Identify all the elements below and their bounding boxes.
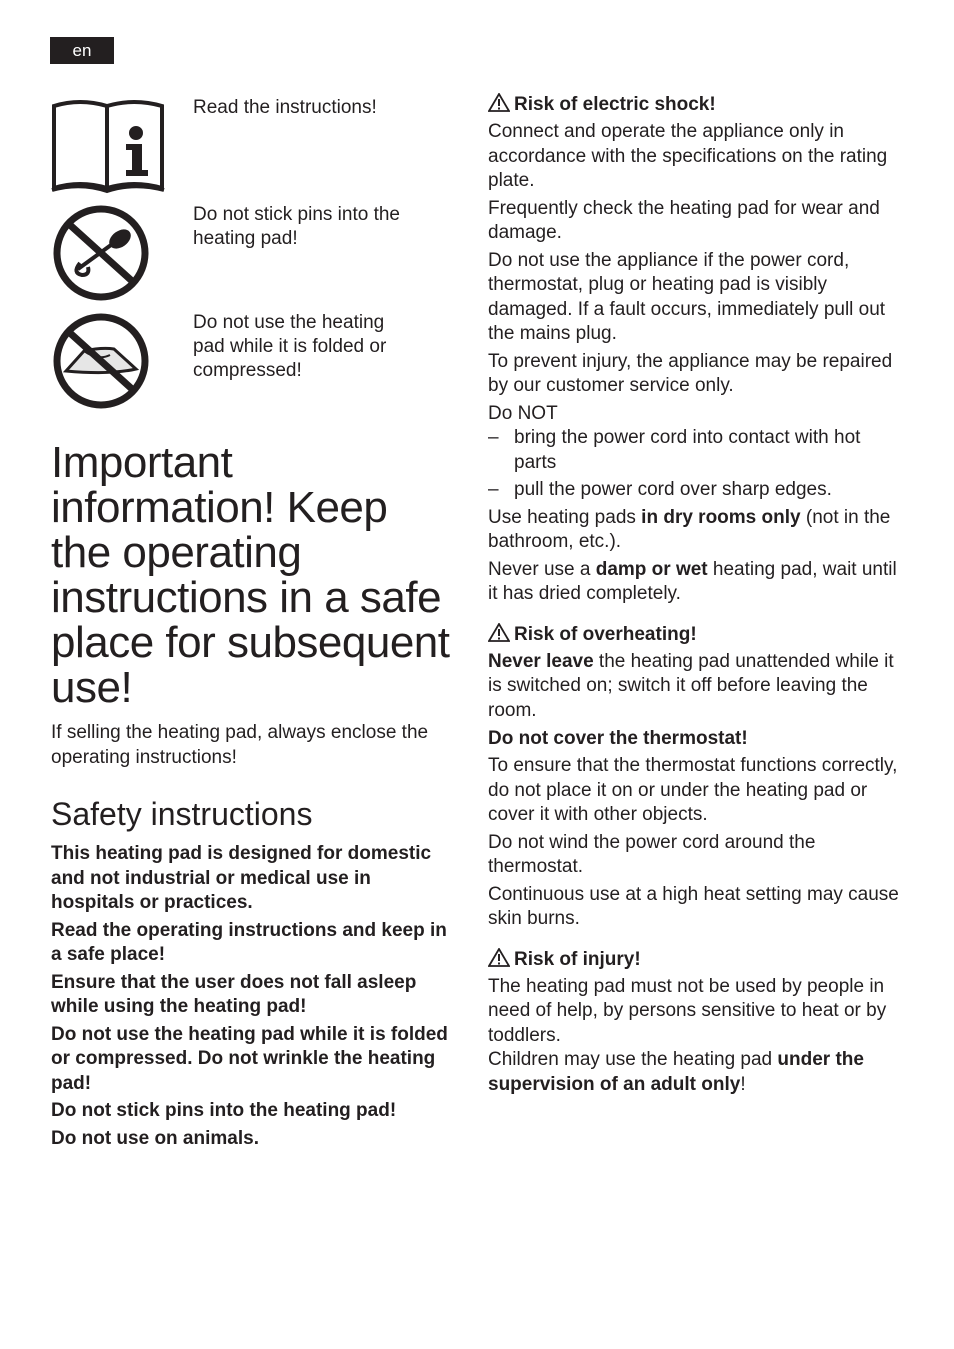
main-title: Important information! Keep the operating instructions in a safe place for subsequent use! [51, 438, 450, 712]
injury-p1: The heating pad must not be used by people in need of help, by persons sensitive to heat or by toddlers. [488, 975, 887, 1046]
electric-shock-heading [488, 92, 903, 117]
dry-rooms-text: Use heating pads in dry rooms only (not in the bathroom, etc.). [488, 506, 891, 552]
pictogram-caption-folding: Do not use the heating pad while it is folded or compressed! [193, 312, 387, 381]
injury-heading [488, 947, 903, 972]
damp-wet-text: Never use a damp or wet heating pad, wait until it has dried completely. [488, 558, 897, 604]
pictogram-caption-pins: Do not stick pins into the heating pad! [193, 204, 400, 249]
do-not-label: Do NOT [488, 402, 558, 424]
list-item: – pull the power cord over sharp edges. [488, 478, 903, 503]
language-tag: en [50, 37, 114, 64]
never-leave-text: Never leave the heating pad unattended while it is switched on; switch it off before leaving the room. [488, 650, 894, 721]
no-pins-icon [50, 203, 154, 303]
safety-instructions-title: Safety instructions [51, 796, 313, 832]
children-text: Children may use the heating pad under the supervision of an adult only! [488, 1049, 864, 1095]
pictogram-caption-read: Read the instructions! [193, 97, 377, 118]
safety-rule: Do not stick pins into the heating pad! [51, 1100, 397, 1121]
electric-shock-p4: To prevent injury, the appliance may be repaired by our customer service only. [488, 350, 893, 396]
warning-triangle-icon [488, 623, 510, 642]
overheating-p2: Do not wind the power cord around the thermostat. [488, 831, 816, 877]
thermostat-heading: Do not cover the thermostat! [488, 728, 748, 749]
electric-shock-p2: Frequently check the heating pad for wear and damage. [488, 197, 880, 243]
do-not-list [488, 426, 903, 503]
safety-rule: Do not use on animals. [51, 1127, 259, 1149]
overheating-p1: To ensure that the thermostat functions correctly, do not place it on or under the heating pad or cover it with other objects. [488, 755, 898, 825]
safety-rule: Ensure that the user does not fall asleep while using the heating pad! [51, 971, 417, 1017]
list-item: – bring the power cord into contact with hot parts [488, 426, 903, 475]
electric-shock-heading-text: Risk of electric shock! [514, 94, 716, 115]
electric-shock-p1: Connect and operate the appliance only in accordance with the specifications on the rating plate. [488, 121, 888, 191]
overheating-heading [488, 622, 903, 647]
electric-shock-p3: Do not use the appliance if the power cord, thermostat, plug or heating pad is visibly damaged. If a fault occurs, immediately pull out the mains plug. [488, 249, 886, 344]
no-folding-icon [50, 311, 154, 411]
overheating-heading-text: Risk of overheating! [514, 623, 697, 645]
overheating-p3: Continuous use at a high heat setting may cause skin burns. [488, 883, 899, 929]
warning-triangle-icon [488, 93, 510, 112]
right-column [488, 92, 903, 1100]
warning-triangle-icon [488, 948, 510, 967]
intro-text: If selling the heating pad, always enclose the operating instructions! [51, 722, 429, 768]
safety-rule: Do not use the heating pad while it is folded or compressed. Do not wrinkle the heating pad! [51, 1023, 448, 1094]
safety-rule: Read the operating instructions and keep in a safe place! [51, 919, 447, 965]
left-column [51, 440, 451, 1154]
injury-heading-text: Risk of injury! [514, 948, 641, 970]
safety-rule: This heating pad is designed for domestic and not industrial or medical use in hospitals or practices. [51, 843, 432, 913]
read-instructions-icon [50, 96, 166, 194]
